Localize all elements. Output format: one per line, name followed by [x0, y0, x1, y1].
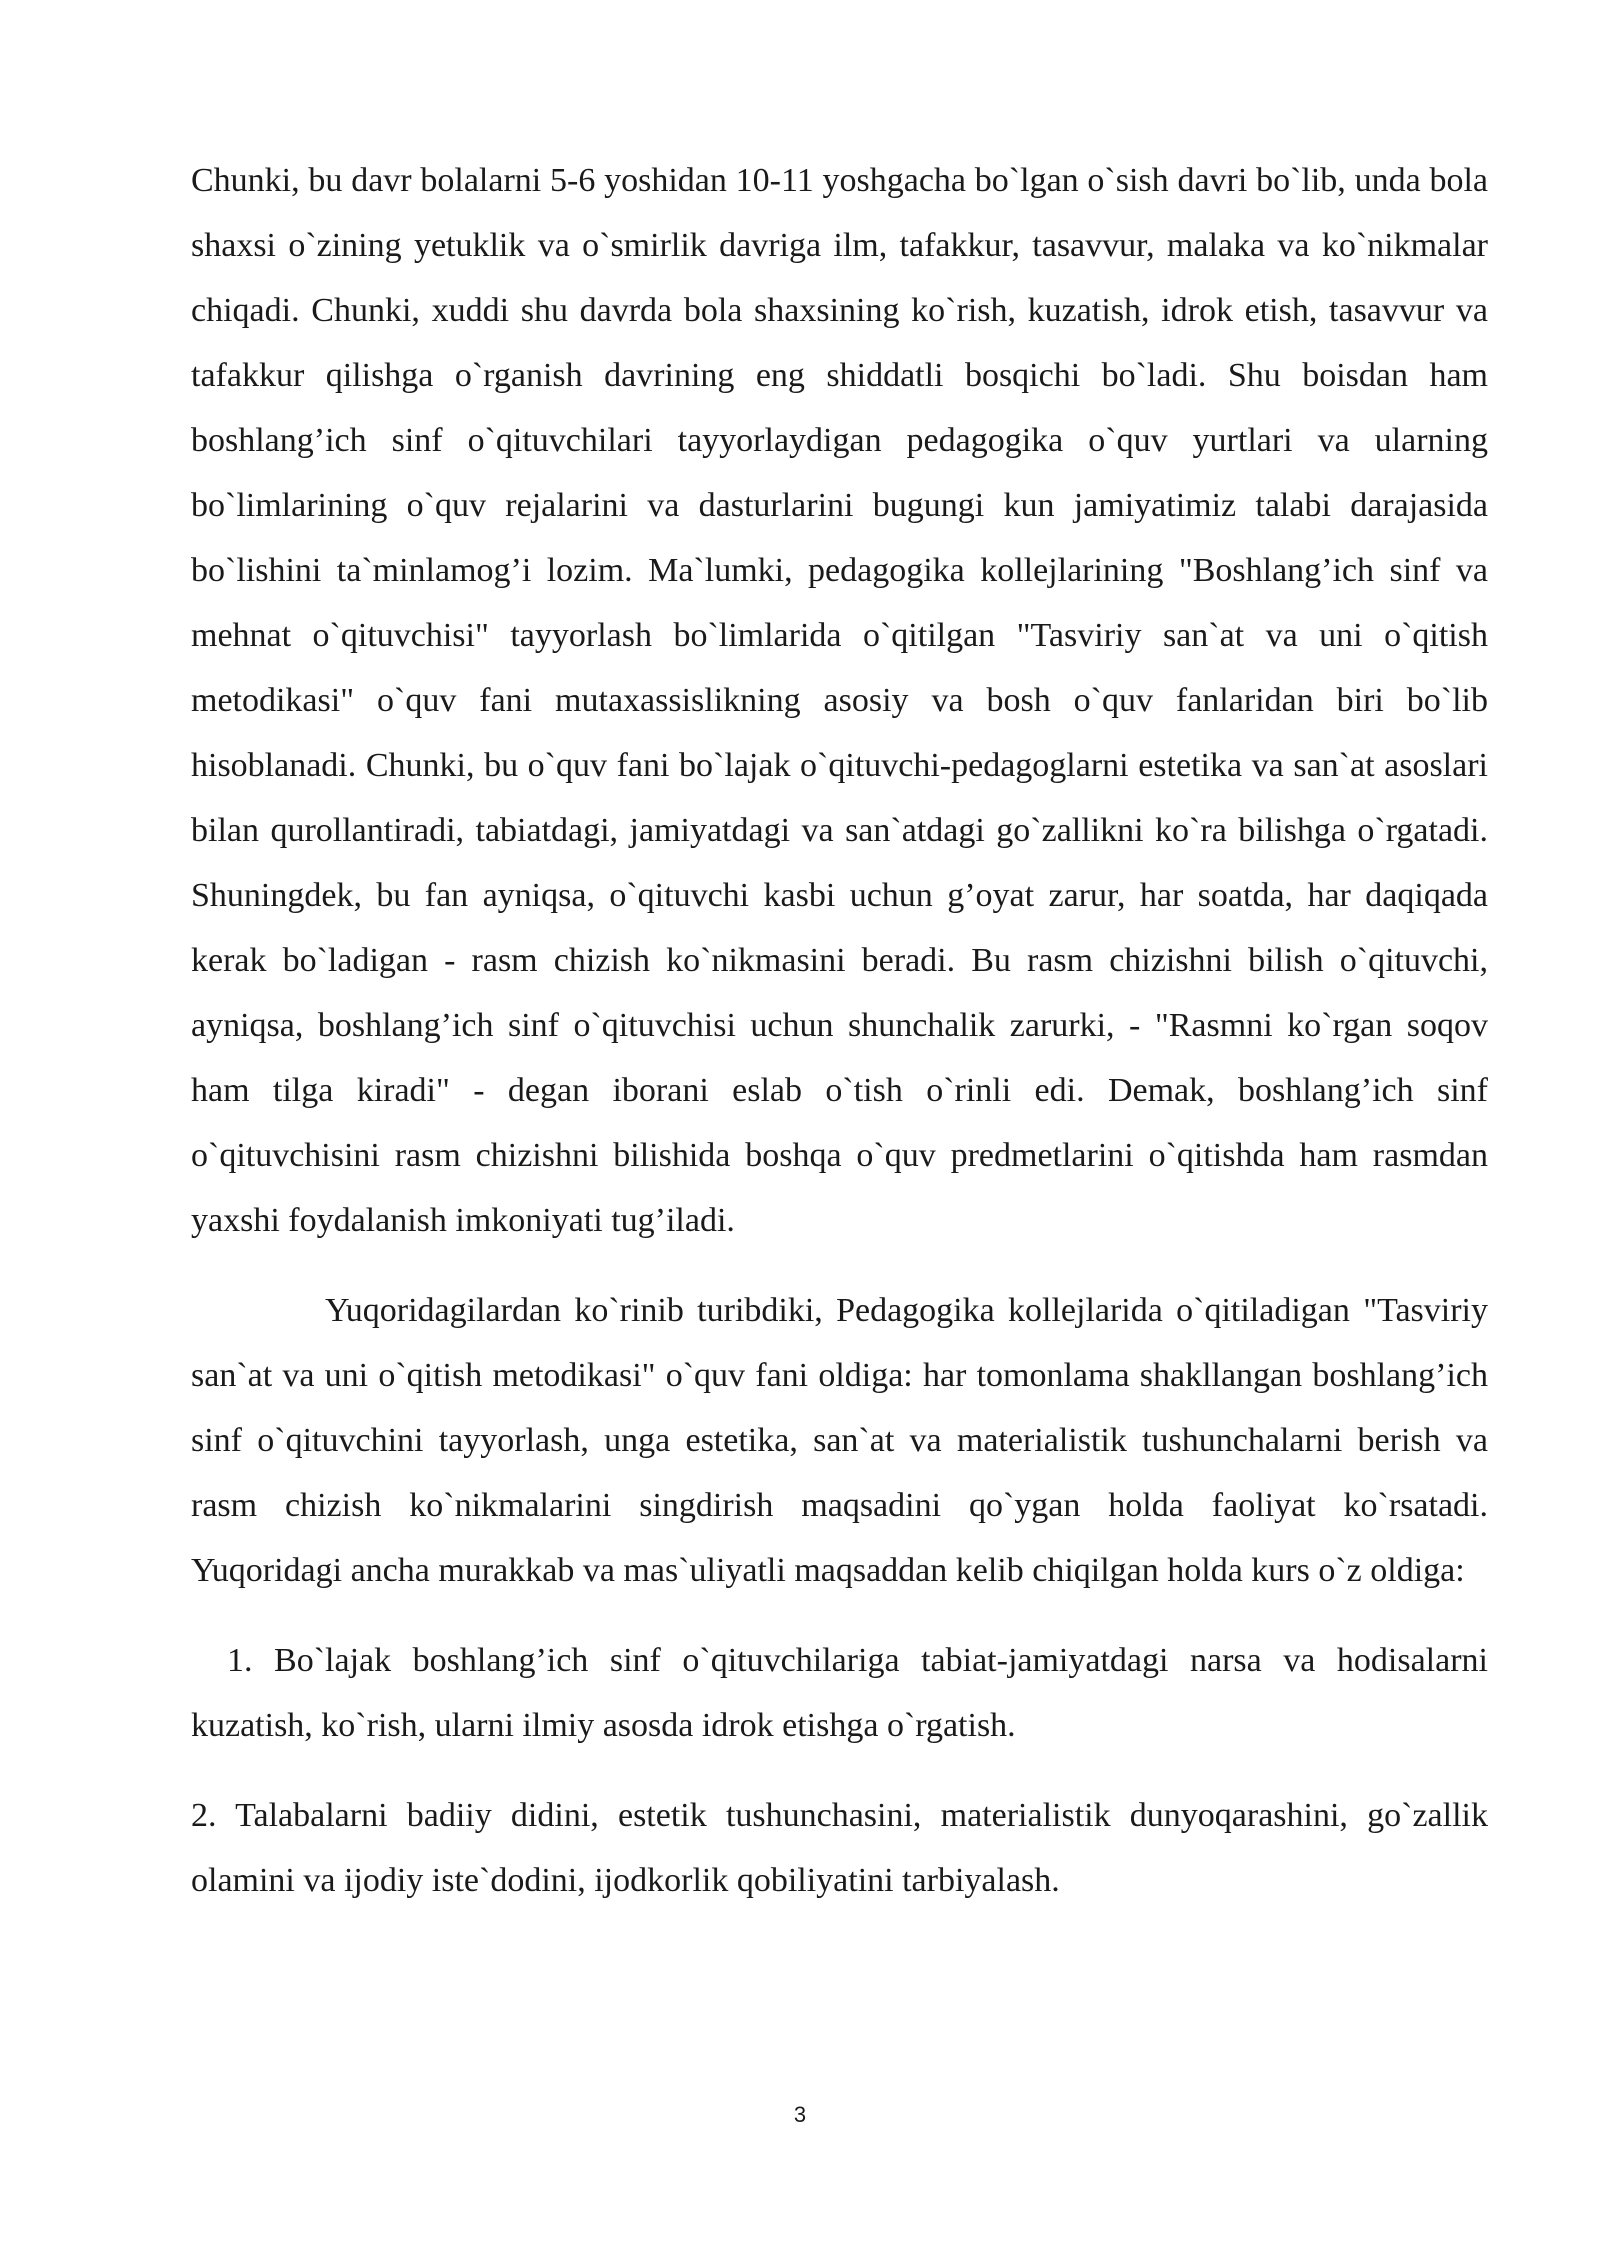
- body-paragraph: Chunki, bu davr bolalarni 5-6 yoshidan 10-11 yoshgacha bo`lgan o`sish davri bo`lib, unda bola shaxsi o`zining yetuklik va o`smirlik davriga ilm, tafakkur, tasavvur, malaka va ko`nikmalar chiqadi. Chunki, xuddi shu davrda bola shaxsining ko`rish, kuzatish, idrok etish, tasavvur va tafakkur qilishga o`rganish davrining eng shiddatli bosqichi bo`ladi. Shu boisdan ham boshlang’ich sinf o`qituvchilari tayyorlaydigan pedagogika o`quv yurtlari va ularning bo`limlarining o`quv rejalarini va dasturlarini bugungi kun jamiyatimiz talabi darajasida bo`lishini ta`minlamog’i lozim. Ma`lumki, pedagogika kollejlarining "Boshlang’ich sinf va mehnat o`qituvchisi" tayyorlash bo`limlarida o`qitilgan "Tasviriy san`at va uni o`qitish metodikasi" o`quv fani mutaxassislikning asosiy va bosh o`quv fanlaridan biri bo`lib hisoblanadi. Chunki, bu o`quv fani bo`lajak o`qituvchi-pedagoglarni estetika va san`at asoslari bilan qurollantiradi, tabiatdagi, jamiyatdagi va san`atdagi go`zallikni ko`ra bilishga o`rgatadi. Shuningdek, bu fan ayniqsa, o`qituvchi kasbi uchun g’oyat zarur, har soatda, har daqiqada kerak bo`ladigan - rasm chizish ko`nikmasini beradi. Bu rasm chizishni bilish o`qituvchi, ayniqsa, boshlang’ich sinf o`qituvchisi uchun shunchalik zarurki, - "Rasmni ko`rgan soqov ham tilga kiradi" - degan iborani eslab o`tish o`rinli edi. Demak, boshlang’ich sinf o`qituvchisini rasm chizishni bilishida boshqa o`quv predmetlarini o`qitishda ham rasmdan yaxshi foydalanish imkoniyati tug’iladi.: [191, 162, 1488, 1239]
- list-item: 1. Bo`lajak boshlang’ich sinf o`qituvchilariga tabiat-jamiyatdagi narsa va hodisalarni kuzatish, ko`rish, ularni ilmiy asosda idrok etishga o`rgatish.: [191, 1642, 1488, 1744]
- body-paragraph: Yuqoridagilardan ko`rinib turibdiki, Pedagogika kollejlarida o`qitiladigan "Tasviriy san`at va uni o`qitish metodikasi" o`quv fani oldiga: har tomonlama shakllangan boshlang’ich sinf o`qituvchini tayyorlash, unga estetika, san`at va materialistik tushunchalarni berish va rasm chizish ko`nikmalarini singdirish maqsadini qo`ygan holda faoliyat ko`rsatadi. Yuqoridagi ancha murakkab va mas`uliyatli maqsaddan kelib chiqilgan holda kurs o`z oldiga:: [191, 1292, 1488, 1589]
- list-item: 2. Talabalarni badiiy didini, estetik tushunchasini, materialistik dunyoqarashini, go`zallik olamini va ijodiy iste`dodini, ijodkorlik qobiliyatini tarbiyalash.: [191, 1797, 1488, 1899]
- document-body: [191, 148, 1488, 1938]
- page-number: 3: [793, 2102, 807, 2127]
